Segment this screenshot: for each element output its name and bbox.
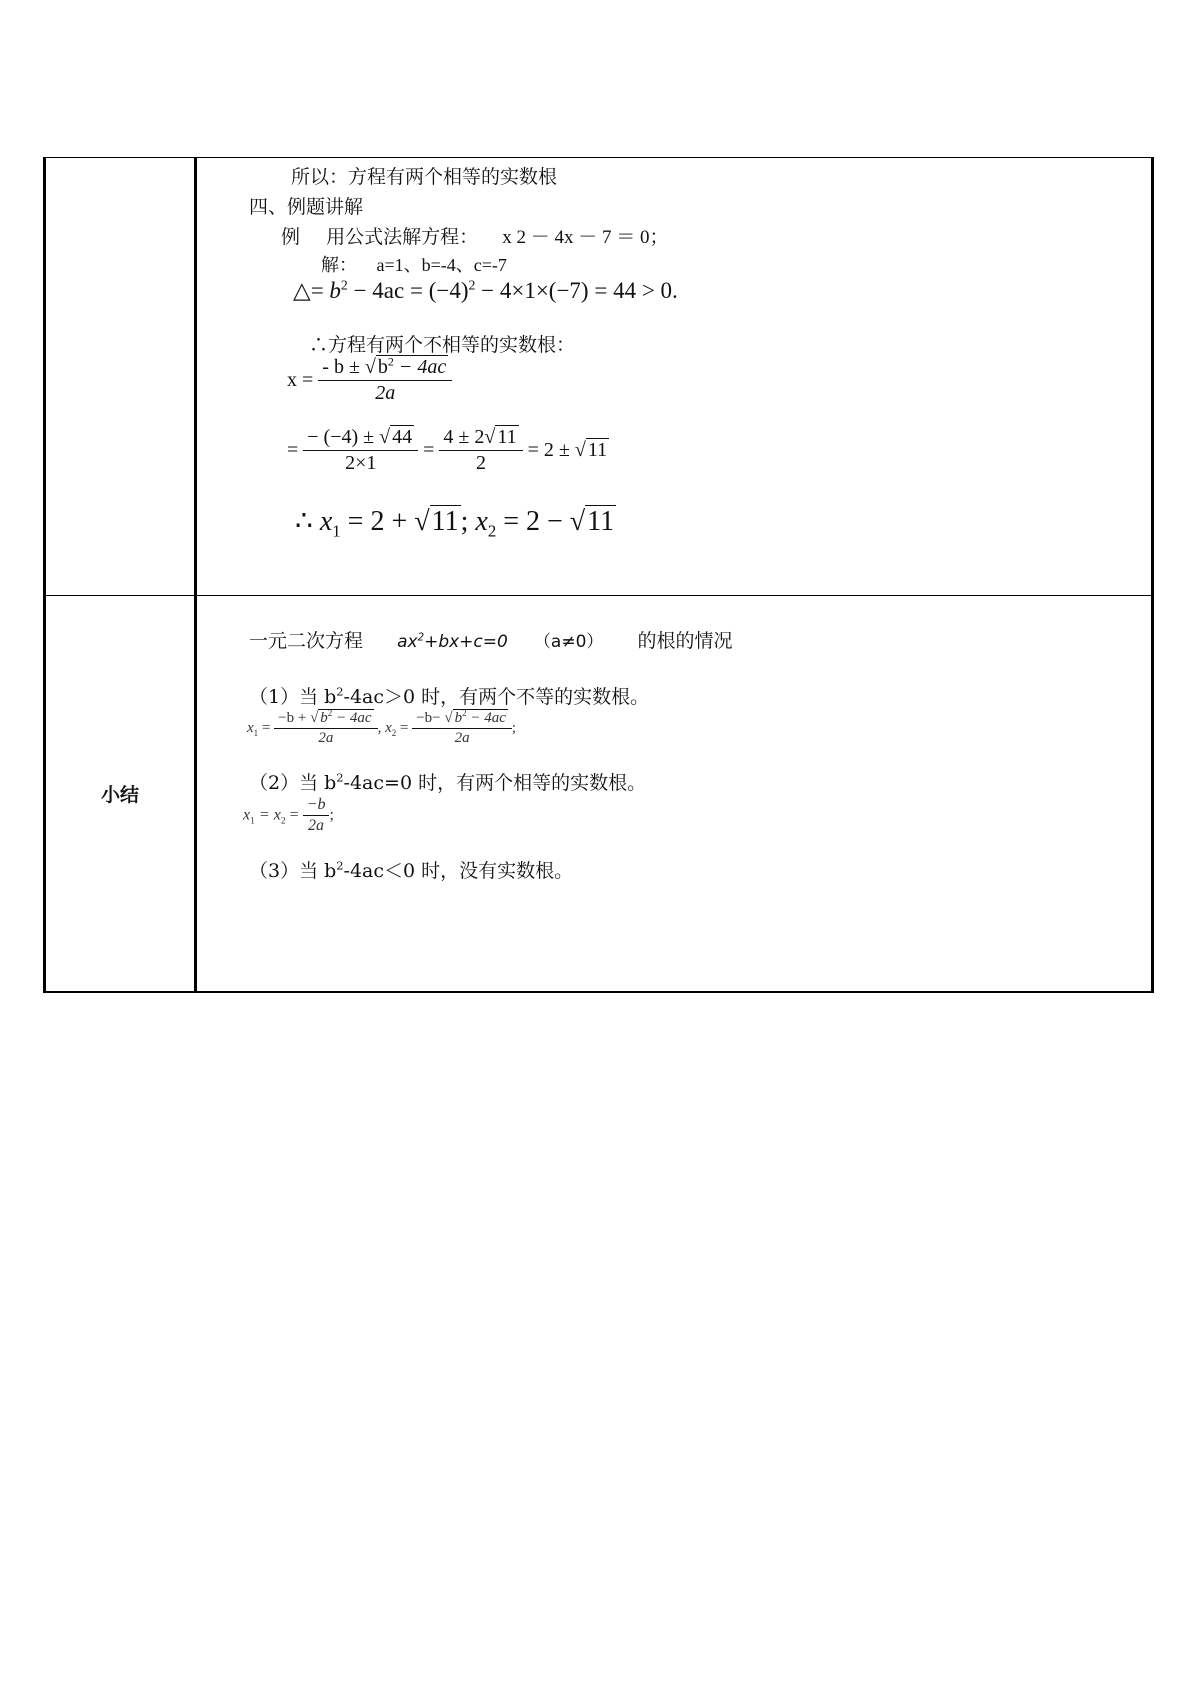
calc-num2-left: 4 ± 2: [443, 426, 485, 448]
solution-coeffs: a=1、b=-4、c=-7: [376, 255, 507, 275]
case1-frac1: $\frac{-b + √ b^2 - 4ac}{2a}$: [274, 710, 377, 747]
conclusion-line: 所以：方程有两个相等的实数根: [291, 166, 558, 188]
case2-mid: -4ac=0 时，有两个相等的实数根。: [343, 772, 647, 794]
summary-intro-tail: 的根的情况: [637, 630, 733, 652]
calc-den2: 2: [476, 452, 487, 474]
final-eq2: = 2 −: [503, 506, 563, 537]
section-heading: 四、例题讲解: [249, 196, 364, 218]
table-row-example: [45, 158, 1153, 596]
final-semi: ;: [460, 506, 469, 537]
formula-rad-b: b: [377, 356, 388, 378]
case2-x2: = x: [258, 806, 281, 824]
formula-num-left: - b ±: [322, 356, 360, 378]
formula-den: 2a: [375, 382, 396, 404]
case1-x1: x: [247, 720, 254, 736]
content-cell-summary: [196, 596, 1153, 993]
row-label-cell-summary: [45, 596, 196, 993]
solution-prefix: 解：: [321, 255, 357, 276]
final-therefore: ∴: [295, 506, 313, 537]
delta-neg4-exp: 2: [468, 277, 476, 293]
therefore-line: ∴方程有两个不相等的实数根：: [309, 334, 576, 356]
case1-mid: -4ac＞0 时，有两个不等的实数根。: [343, 686, 650, 708]
case1-x2: x: [385, 720, 392, 736]
case3-line: （3）当 $b^2-4ac<0$ 时，没有实数根。: [249, 858, 574, 882]
case1-text: （1）当 b: [249, 686, 337, 708]
final-sqrt1: √11: [414, 506, 459, 537]
final-sqrt2: √11: [569, 506, 615, 537]
final-rad1: 11: [431, 506, 459, 537]
calc-frac-2: $\frac{4 \pm 2√ 11}{2}$: [439, 426, 522, 475]
case1-eq: =: [261, 720, 271, 736]
final-rad2: 11: [587, 506, 615, 537]
summary-condition: （a≠0）: [533, 632, 604, 652]
final-sub1: 1: [332, 521, 341, 541]
summary-label: 小结: [100, 784, 139, 806]
row-label-cell-empty: [45, 158, 196, 596]
example-text: 用公式法解方程：: [326, 226, 479, 248]
sqrt-symbol: √ $b^2 - 4ac$: [364, 354, 447, 378]
calc-num1-rad: 44: [392, 426, 413, 448]
calc-den1: 2×1: [345, 452, 377, 474]
content-cell-example: [196, 158, 1153, 596]
calc-eq2: =: [423, 439, 435, 461]
delta-rest: − 4×1×(−7) = 44 > 0.: [481, 278, 678, 303]
case1-eq2: =: [400, 720, 409, 736]
case2-text: （2）当 b: [249, 772, 337, 794]
case1-line: （1）当 $b^2-4ac>0$ 时，有两个不等的实数根。: [249, 684, 650, 708]
calc-result-sqrt: √ 11: [574, 439, 608, 461]
case2-line: （2）当 $b^2-4ac=0$ 时，有两个相等的实数根。: [249, 770, 647, 794]
delta-symbol: △=: [293, 278, 324, 303]
case2-semi: ;: [329, 806, 334, 824]
example-equation: x 2 － 4x － 7 ＝ 0；: [502, 227, 669, 248]
case2-formula: $x_1 = x_2$ = $\frac{-b}{2a}$ ;: [243, 796, 334, 834]
delta-neg4: (−4): [428, 278, 469, 303]
lesson-table: [43, 157, 1154, 993]
formula-fraction: [318, 356, 452, 405]
calculation-line: [287, 426, 609, 475]
summary-equation: $ax^2+bx+c=0$: [397, 632, 508, 652]
example-prefix: 例: [281, 226, 301, 248]
calc-frac-1: $\frac{- (-4) \pm √ 44}{2\times 1}$: [303, 426, 418, 475]
final-eq1: = 2 +: [347, 506, 408, 537]
case1-semi: ;: [511, 720, 517, 736]
calc-eq: =: [287, 439, 299, 461]
final-roots-line: [295, 504, 616, 541]
formula-lhs: x =: [287, 369, 314, 391]
case3-text: （3）当 b: [249, 860, 337, 882]
discriminant-line: [293, 278, 678, 304]
final-x2: x: [475, 506, 488, 537]
case1-formula: $x_1$ = $\frac{-b + √ b^2 - 4ac}{2a}$ , $x_2$ = $\frac{-b- √ b^2 - 4ac}{2a}$ ;: [247, 708, 517, 746]
summary-intro: 一元二次方程: [249, 630, 364, 652]
quadratic-formula: [287, 356, 452, 405]
final-sub2: 2: [487, 521, 497, 541]
delta-b: b: [329, 278, 341, 303]
calc-eq3: = 2 ±: [527, 439, 570, 461]
calc-num1-left: − (−4) ±: [307, 426, 375, 448]
case3-mid: -4ac＜0 时，没有实数根。: [343, 860, 574, 882]
solution-line: [321, 251, 507, 277]
case1-comma: ,: [377, 720, 382, 736]
case2-frac: $\frac{-b}{2a}$: [303, 796, 330, 835]
delta-exp: 2: [340, 277, 348, 293]
formula-rad-rest: − 4ac: [393, 356, 447, 378]
case2-eq: =: [289, 806, 299, 824]
example-line: [281, 222, 668, 249]
case1-frac2: $\frac{-b- √ b^2 - 4ac}{2a}$: [412, 710, 512, 747]
calc-num2-rad: 11: [497, 426, 517, 448]
summary-intro-line: [249, 626, 733, 653]
final-x1: x: [319, 506, 333, 537]
delta-4ac: − 4ac =: [353, 278, 423, 303]
table-row-summary: [45, 596, 1153, 993]
case2-x1: x: [243, 806, 251, 824]
calc-result-rad: 11: [587, 439, 608, 461]
